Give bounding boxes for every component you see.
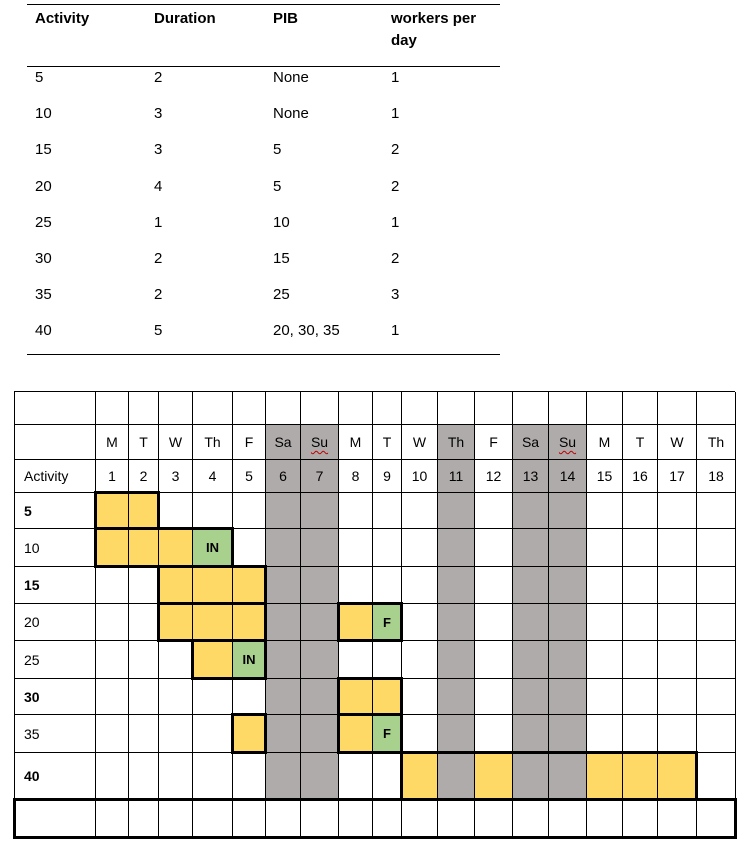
gantt-cell <box>402 604 438 641</box>
cell-duration: 2 <box>154 286 163 304</box>
gantt-cell <box>402 567 438 604</box>
cell-duration: 3 <box>154 105 163 123</box>
gantt-cell <box>587 641 623 679</box>
task-marker: F <box>373 715 402 753</box>
gantt-cell <box>623 641 658 679</box>
empty-bottom-cell <box>266 800 301 838</box>
blank-header-cell <box>15 392 96 425</box>
day-number: 1 <box>96 460 129 493</box>
row-label: 10 <box>15 529 96 567</box>
gantt-cell <box>402 493 438 529</box>
task-bar-cell <box>623 753 658 800</box>
weekend-cell <box>549 753 587 800</box>
day-letter: Sa <box>266 425 301 460</box>
day-letter: T <box>623 425 658 460</box>
day-letter: Th <box>697 425 736 460</box>
gantt-cell <box>129 604 159 641</box>
empty-bottom-cell <box>96 800 129 838</box>
day-letter: T <box>129 425 159 460</box>
gantt-cell <box>339 641 373 679</box>
gantt-cell <box>623 604 658 641</box>
gantt-cell <box>587 529 623 567</box>
empty-bottom-cell <box>658 800 697 838</box>
gantt-cell <box>402 641 438 679</box>
cell-workers: 1 <box>391 322 400 340</box>
blank-header-cell <box>658 392 697 425</box>
day-letter: F <box>233 425 266 460</box>
gantt-cell <box>623 679 658 715</box>
weekend-cell <box>513 753 549 800</box>
blank-header-cell <box>266 392 301 425</box>
gantt-cell <box>697 529 736 567</box>
task-bar-cell <box>339 679 373 715</box>
day-letter: W <box>402 425 438 460</box>
gantt-cell <box>129 753 159 800</box>
gantt-cell <box>697 715 736 753</box>
blank-header-cell <box>475 392 513 425</box>
gantt-cell <box>402 529 438 567</box>
weekend-cell <box>549 567 587 604</box>
row-label: 40 <box>15 753 96 800</box>
day-letter: M <box>587 425 623 460</box>
weekend-cell <box>513 604 549 641</box>
weekend-cell <box>301 715 339 753</box>
day-number: 11 <box>438 460 475 493</box>
blank-header-cell <box>623 392 658 425</box>
weekend-cell <box>513 679 549 715</box>
cell-activity: 35 <box>35 286 52 304</box>
gantt-cell <box>373 493 402 529</box>
gantt-cell <box>697 753 736 800</box>
weekend-cell <box>301 493 339 529</box>
gantt-cell <box>475 679 513 715</box>
day-letter: W <box>658 425 697 460</box>
gantt-cell <box>233 493 266 529</box>
gantt-cell <box>623 493 658 529</box>
row-label: 35 <box>15 715 96 753</box>
day-number: 8 <box>339 460 373 493</box>
task-bar-cell <box>129 493 159 529</box>
gantt-cell <box>587 679 623 715</box>
day-letter: W <box>159 425 193 460</box>
row-label: 5 <box>15 493 96 529</box>
task-bar-cell <box>339 604 373 641</box>
task-bar-cell <box>193 567 233 604</box>
weekend-cell <box>266 679 301 715</box>
gantt-cell <box>96 715 129 753</box>
corner-cell <box>15 425 96 460</box>
empty-bottom-cell <box>193 800 233 838</box>
gantt-cell <box>193 753 233 800</box>
gantt-cell <box>475 641 513 679</box>
day-number: 9 <box>373 460 402 493</box>
row-label: 30 <box>15 679 96 715</box>
gantt-cell <box>623 567 658 604</box>
weekend-cell <box>549 493 587 529</box>
task-bar-cell <box>159 529 193 567</box>
task-bar-cell <box>587 753 623 800</box>
gantt-cell <box>623 715 658 753</box>
gantt-cell <box>373 567 402 604</box>
cell-activity: 10 <box>35 105 52 123</box>
gantt-cell <box>96 567 129 604</box>
gantt-cell <box>129 641 159 679</box>
gantt-cell <box>697 493 736 529</box>
gantt-cell <box>658 679 697 715</box>
cell-workers: 1 <box>391 213 400 231</box>
day-letter: Th <box>438 425 475 460</box>
cell-pib: 15 <box>273 250 290 267</box>
blank-header-cell <box>129 392 159 425</box>
day-number: 6 <box>266 460 301 493</box>
cell-workers: 1 <box>391 69 400 86</box>
day-number: 3 <box>159 460 193 493</box>
cell-workers: 2 <box>391 250 400 267</box>
blank-header-cell <box>159 392 193 425</box>
weekend-cell <box>301 567 339 604</box>
gantt-cell <box>159 715 193 753</box>
table-bottom-rule <box>27 354 500 355</box>
empty-bottom-cell <box>697 800 736 838</box>
weekend-cell <box>266 715 301 753</box>
weekend-cell <box>438 753 475 800</box>
cell-workers: 1 <box>391 105 400 123</box>
gantt-cell <box>233 753 266 800</box>
empty-bottom-cell <box>513 800 549 838</box>
task-bar-cell <box>96 493 129 529</box>
empty-bottom-cell <box>438 800 475 838</box>
gantt-cell <box>658 715 697 753</box>
gantt-cell <box>96 753 129 800</box>
gantt-cell <box>697 679 736 715</box>
task-bar-cell <box>373 679 402 715</box>
gantt-cell <box>373 529 402 567</box>
weekend-cell <box>266 529 301 567</box>
gantt-cell <box>697 567 736 604</box>
weekend-cell <box>549 604 587 641</box>
cell-activity: 15 <box>35 141 52 159</box>
cell-activity: 20 <box>35 177 52 195</box>
weekend-cell <box>438 604 475 641</box>
blank-header-cell <box>373 392 402 425</box>
weekend-cell <box>438 567 475 604</box>
blank-header-cell <box>438 392 475 425</box>
weekend-cell <box>549 529 587 567</box>
header-workers-per-day: workers per day <box>391 10 477 49</box>
gantt-cell <box>129 715 159 753</box>
header-duration: Duration <box>154 10 216 27</box>
blank-header-cell <box>96 392 129 425</box>
cell-workers: 3 <box>391 286 400 304</box>
gantt-cell <box>587 567 623 604</box>
empty-bottom-cell <box>373 800 402 838</box>
header-activity: Activity <box>35 10 90 27</box>
gantt-cell <box>658 493 697 529</box>
task-bar-cell <box>159 567 193 604</box>
weekend-cell <box>266 493 301 529</box>
cell-workers: 2 <box>391 141 400 159</box>
cell-pib: None <box>273 105 309 123</box>
day-number: 2 <box>129 460 159 493</box>
empty-bottom-cell <box>233 800 266 838</box>
weekend-cell <box>301 604 339 641</box>
day-number: 12 <box>475 460 513 493</box>
weekend-cell <box>513 567 549 604</box>
blank-header-cell <box>193 392 233 425</box>
cell-pib: 5 <box>273 141 282 159</box>
weekend-cell <box>513 493 549 529</box>
gantt-cell <box>96 641 129 679</box>
blank-header-cell <box>402 392 438 425</box>
gantt-cell <box>339 493 373 529</box>
gantt-cell <box>159 493 193 529</box>
task-bar-cell <box>658 753 697 800</box>
weekend-cell <box>266 641 301 679</box>
day-letter: T <box>373 425 402 460</box>
cell-workers: 2 <box>391 177 400 195</box>
cell-duration: 5 <box>154 322 163 340</box>
gantt-cell <box>159 641 193 679</box>
empty-bottom-cell <box>587 800 623 838</box>
weekend-cell <box>301 753 339 800</box>
day-letter: M <box>96 425 129 460</box>
row-label: 15 <box>15 567 96 604</box>
task-bar-cell <box>233 604 266 641</box>
empty-bottom-cell <box>159 800 193 838</box>
task-bar-cell <box>129 529 159 567</box>
blank-header-cell <box>587 392 623 425</box>
day-number: 4 <box>193 460 233 493</box>
cell-activity: 25 <box>35 213 52 231</box>
empty-bottom-cell <box>15 800 96 838</box>
day-number: 7 <box>301 460 339 493</box>
table-header-rule <box>27 66 500 67</box>
day-number: 18 <box>697 460 736 493</box>
blank-header-cell <box>233 392 266 425</box>
gantt-cell <box>129 567 159 604</box>
weekend-cell <box>301 641 339 679</box>
task-bar-cell <box>402 753 438 800</box>
gantt-cell <box>475 567 513 604</box>
gantt-cell <box>475 715 513 753</box>
gantt-cell <box>159 679 193 715</box>
gantt-cell <box>233 529 266 567</box>
cell-duration: 2 <box>154 250 163 267</box>
day-number: 17 <box>658 460 697 493</box>
gantt-cell <box>96 604 129 641</box>
weekend-cell <box>266 567 301 604</box>
blank-header-cell <box>697 392 736 425</box>
weekend-cell <box>438 529 475 567</box>
gantt-cell <box>233 679 266 715</box>
gantt-cell <box>339 753 373 800</box>
gantt-cell <box>373 753 402 800</box>
weekend-cell <box>438 715 475 753</box>
task-bar-cell <box>193 604 233 641</box>
task-bar-cell <box>193 641 233 679</box>
gantt-cell <box>658 567 697 604</box>
weekend-cell <box>549 679 587 715</box>
weekend-cell <box>266 604 301 641</box>
gantt-cell <box>587 715 623 753</box>
cell-activity: 30 <box>35 250 52 267</box>
activity-header: Activity <box>15 460 96 493</box>
blank-header-cell <box>301 392 339 425</box>
gantt-cell <box>402 679 438 715</box>
empty-bottom-cell <box>623 800 658 838</box>
empty-bottom-cell <box>402 800 438 838</box>
gantt-cell <box>159 753 193 800</box>
blank-header-cell <box>549 392 587 425</box>
weekend-cell <box>438 679 475 715</box>
gantt-cell <box>402 715 438 753</box>
table-top-rule <box>27 4 500 5</box>
weekend-cell <box>513 641 549 679</box>
gantt-cell <box>475 604 513 641</box>
task-bar-cell <box>233 567 266 604</box>
task-bar-cell <box>159 604 193 641</box>
day-letter: Sa <box>513 425 549 460</box>
task-marker: IN <box>233 641 266 679</box>
weekend-cell <box>438 493 475 529</box>
day-letter: Su <box>301 425 339 460</box>
weekend-cell <box>301 529 339 567</box>
task-marker: F <box>373 604 402 641</box>
gantt-cell <box>658 529 697 567</box>
gantt-cell <box>697 604 736 641</box>
weekend-cell <box>266 753 301 800</box>
cell-duration: 2 <box>154 69 163 86</box>
gantt-cell <box>623 529 658 567</box>
cell-duration: 4 <box>154 177 163 195</box>
row-label: 25 <box>15 641 96 679</box>
empty-bottom-cell <box>339 800 373 838</box>
weekend-cell <box>513 715 549 753</box>
cell-pib: 10 <box>273 213 290 231</box>
blank-header-cell <box>339 392 373 425</box>
cell-activity: 5 <box>35 69 44 86</box>
gantt-cell <box>475 493 513 529</box>
gantt-chart <box>14 391 735 837</box>
task-bar-cell <box>233 715 266 753</box>
cell-pib: 5 <box>273 177 282 195</box>
day-number: 10 <box>402 460 438 493</box>
gantt-cell <box>658 604 697 641</box>
day-number: 16 <box>623 460 658 493</box>
gantt-cell <box>193 715 233 753</box>
empty-bottom-cell <box>549 800 587 838</box>
weekend-cell <box>513 529 549 567</box>
cell-pib: 25 <box>273 286 290 304</box>
gantt-cell <box>373 641 402 679</box>
day-letter: Su <box>549 425 587 460</box>
gantt-cell <box>193 493 233 529</box>
task-bar-cell <box>475 753 513 800</box>
day-letter: F <box>475 425 513 460</box>
day-number: 13 <box>513 460 549 493</box>
day-letter: M <box>339 425 373 460</box>
weekend-cell <box>301 679 339 715</box>
cell-pib: None <box>273 69 309 86</box>
row-label: 20 <box>15 604 96 641</box>
gantt-cell <box>129 679 159 715</box>
day-number: 14 <box>549 460 587 493</box>
day-letter: Th <box>193 425 233 460</box>
gantt-cell <box>475 529 513 567</box>
header-pib: PIB <box>273 10 299 27</box>
weekend-cell <box>549 715 587 753</box>
task-marker: IN <box>193 529 233 567</box>
day-number: 15 <box>587 460 623 493</box>
weekend-cell <box>549 641 587 679</box>
empty-bottom-cell <box>129 800 159 838</box>
gantt-cell <box>193 679 233 715</box>
weekend-cell <box>438 641 475 679</box>
gantt-cell <box>587 493 623 529</box>
empty-bottom-cell <box>301 800 339 838</box>
task-bar-cell <box>339 715 373 753</box>
empty-bottom-cell <box>475 800 513 838</box>
gantt-cell <box>658 641 697 679</box>
task-bar-cell <box>96 529 129 567</box>
gantt-cell <box>339 529 373 567</box>
gantt-cell <box>339 567 373 604</box>
gantt-cell <box>587 604 623 641</box>
blank-header-cell <box>513 392 549 425</box>
cell-pib: 20, 30, 35 <box>273 322 340 340</box>
cell-duration: 3 <box>154 141 163 159</box>
day-number: 5 <box>233 460 266 493</box>
cell-activity: 40 <box>35 322 52 340</box>
cell-duration: 1 <box>154 213 163 231</box>
gantt-cell <box>96 679 129 715</box>
gantt-cell <box>697 641 736 679</box>
